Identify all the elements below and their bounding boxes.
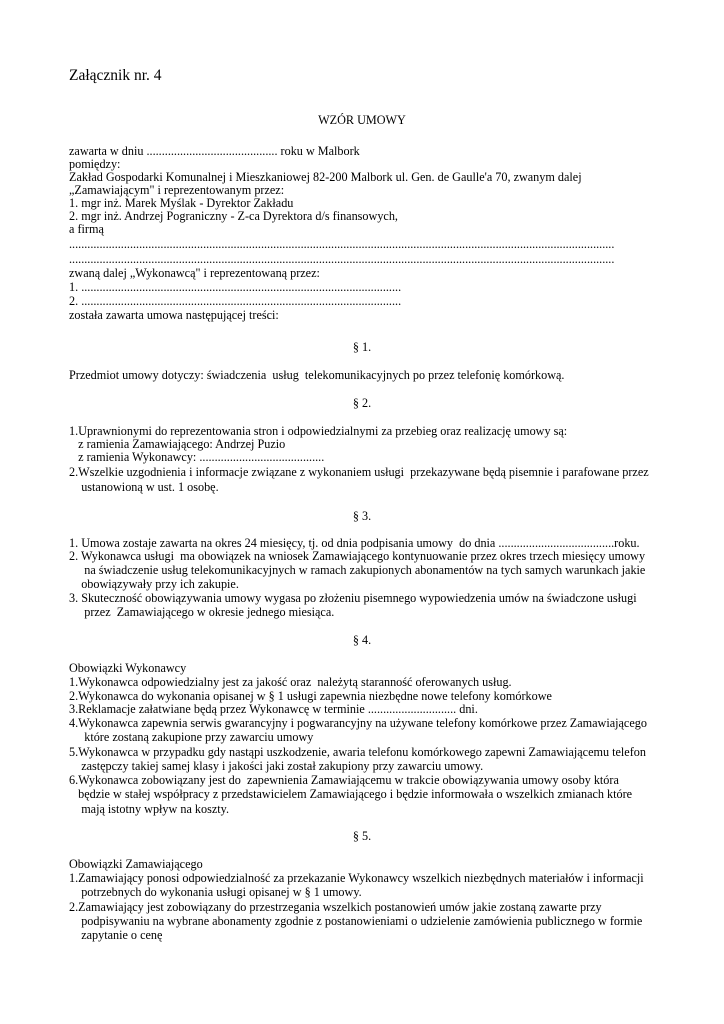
attachment-header: Załącznik nr. 4 [69,67,162,84]
intro-line: a firmą [69,222,104,236]
section-line: przez Zamawiającego w okresie jednego miesiąca. [69,605,335,619]
section-heading: § 2. [352,396,372,410]
dotted-fill-line: ................................................................................................................................................................................... [69,237,615,251]
intro-line: pomiędzy: [69,157,121,171]
intro-line: „Zamawiającym" i reprezentowanym przez: [69,183,285,197]
section-line: 2. Wykonawca usługi ma obowiązek na wniosek Zamawiającego kontynuowanie przez okres trzech miesięcy umowy [69,549,646,563]
section-line: Obowiązki Wykonawcy [69,661,187,675]
intro-line: Zakład Gospodarki Komunalnej i Mieszkaniowej 82-200 Malbork ul. Gen. de Gaulle'a 70, zwanym dalej [69,170,582,184]
section-line: podpisywaniu na wybrane abonamenty zgodnie z postanowieniami o udzielenie zamówienia publicznego w formie [69,914,643,928]
section-line: które zostaną zakupione przy zawarciu umowy [69,730,314,744]
intro-line: zwaną dalej „Wykonawcą" i reprezentowaną przez: [69,266,320,280]
section-line: obowiązywały przy ich zakupie. [69,577,239,591]
intro-line: 1. ......................................................................................................... [69,280,402,294]
intro-line: została zawarta umowa następującej treści: [69,308,279,322]
section-line: 4.Wykonawca zapewnia serwis gwarancyjny i pogwarancyjny na używane telefony komórkowe przez Zamawiającego [69,716,647,730]
section-heading: § 1. [352,340,372,354]
intro-line: 2. ......................................................................................................... [69,294,402,308]
section-line: zapytanie o cenę [69,928,163,942]
section-line: z ramienia Zamawiającego: Andrzej Puzio [69,437,286,451]
section-line: mają istotny wpływ na koszty. [69,802,229,816]
section-line: Przedmiot umowy dotyczy: świadczenia usług telekomunikacyjnych po przez telefonię komórkową. [69,368,565,382]
intro-line: 2. mgr inż. Andrzej Pograniczny - Z-ca Dyrektora d/s finansowych, [69,209,398,223]
section-line: 3.Reklamacje załatwiane będą przez Wykonawcę w terminie ............................. dni. [69,702,478,716]
dotted-fill-line: ................................................................................................................................................................................... [69,252,615,266]
section-line: potrzebnych do wykonania usługi opisanej w § 1 umowy. [69,885,362,899]
document-title: WZÓR UMOWY [318,113,406,127]
section-heading: § 4. [352,633,372,647]
section-line: 2.Zamawiający jest zobowiązany do przestrzegania wszelkich postanowień umów jakie zostaną zawarte przy [69,900,602,914]
section-line: ustanowioną w ust. 1 osobę. [69,480,219,494]
section-line: 2.Wykonawca do wykonania opisanej w § 1 usługi zapewnia niezbędne nowe telefony komórkowe [69,689,552,703]
section-line: 2.Wszelkie uzgodnienia i informacje związane z wykonaniem usługi przekazywane będą pisemnie i parafowane przez [69,465,649,479]
section-line: Obowiązki Zamawiającego [69,857,203,871]
section-line: będzie w stałej współpracy z przedstawicielem Zamawiającego i będzie informowała o wszelkich zmianach które [69,787,633,801]
section-line: 1.Uprawnionymi do reprezentowania stron i odpowiedzialnymi za przebieg oraz realizację umowy są: [69,424,568,438]
section-line: 6.Wykonawca zobowiązany jest do zapewnienia Zamawiającemu w trakcie obowiązywania umowy osoby która [69,773,619,787]
section-heading: § 5. [352,829,372,843]
section-line: 1.Zamawiający ponosi odpowiedzialność za przekazanie Wykonawcy wszelkich niezbędnych materiałów i informacji [69,871,644,885]
section-line: na świadczenie usług telekomunikacyjnych w ramach zakupionych abonamentów na tych samych warunkach jakie [69,563,646,577]
intro-line: 1. mgr inż. Marek Myślak - Dyrektor Zakładu [69,196,294,210]
section-line: 5.Wykonawca w przypadku gdy nastąpi uszkodzenie, awaria telefonu komórkowego zapewni Zamawiającemu telefon [69,745,646,759]
section-heading: § 3. [352,509,372,523]
section-line: 1.Wykonawca odpowiedzialny jest za jakość oraz należytą staranność oferowanych usług. [69,675,512,689]
intro-line: zawarta w dniu ........................................... roku w Malbork [69,144,360,158]
section-line: 1. Umowa zostaje zawarta na okres 24 miesięcy, tj. od dnia podpisania umowy do dnia ......................................roku. [69,536,640,550]
section-line: zastępczy takiej samej klasy i jakości jaki został zakupiony przy zawarciu umowy. [69,759,484,773]
section-line: z ramienia Wykonawcy: ......................................... [69,450,325,464]
section-line: 3. Skuteczność obowiązywania umowy wygasa po złożeniu pisemnego wypowiedzenia umów na świadczone usługi [69,591,637,605]
